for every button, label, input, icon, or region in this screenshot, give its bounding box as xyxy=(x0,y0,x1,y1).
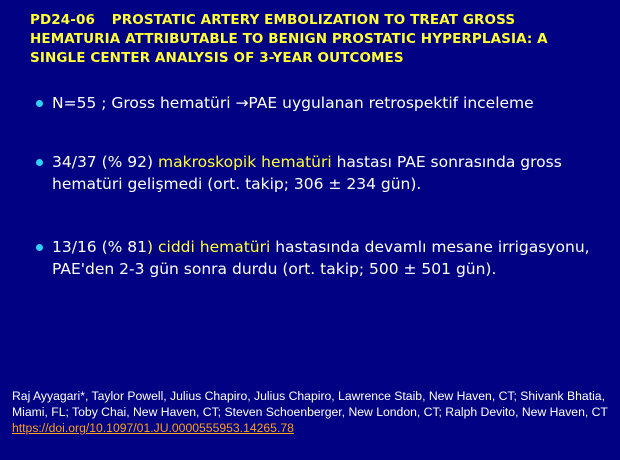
author-list: Raj Ayyagari*, Taylor Powell, Julius Chapiro, Julius Chapiro, Lawrence Staib, New Haven, CT; Shivank Bhatia, Miami, FL; Toby Chai, New Haven, CT; Steven Schoenberger, New London, CT; Ralph Devito, New Haven, CT xyxy=(12,389,608,419)
doi-link[interactable]: https://doi.org/10.1097/01.JU.0000555953.14265.78 xyxy=(12,421,294,435)
bullet-highlight: makroskopik hematüri xyxy=(158,153,332,171)
bullet-text xyxy=(52,236,596,280)
bullet-text-pre: 13/16 (% 81 xyxy=(52,238,148,256)
bullet-item-macroscopic xyxy=(36,151,596,195)
abstract-title-text: PROSTATIC ARTERY EMBOLIZATION TO TREAT GROSS HEMATURIA ATTRIBUTABLE TO BENIGN PROSTATIC HYPERPLASIA: A SINGLE CENTER ANALYSIS OF 3-YEAR OUTCOMES xyxy=(30,12,548,66)
bullet-dot-icon xyxy=(36,244,43,251)
bullet-item-severe xyxy=(36,236,596,280)
bullet-text xyxy=(52,151,596,195)
bullet-text-post: hastasında devamlı mesane irrigasyonu, PAE'den 2-3 gün sonra durdu (ort. takip; 500 ± 501 gün). xyxy=(52,238,590,278)
bullet-dot-icon xyxy=(36,159,43,166)
bullet-item-cohort xyxy=(36,92,596,114)
author-citation xyxy=(12,388,612,436)
bullet-text: N=55 ; Gross hematüri →PAE uygulanan retrospektif inceleme xyxy=(52,94,534,112)
bullet-highlight: ) ciddi hematüri xyxy=(147,238,271,256)
abstract-code: PD24-06 xyxy=(30,12,95,28)
slide-title xyxy=(30,11,600,68)
bullet-text-pre: 34/37 (% 92) xyxy=(52,153,158,171)
bullet-dot-icon xyxy=(36,100,43,107)
bullet-text-post: hastası PAE sonrasında gross hematüri gelişmedi (ort. takip; 306 ± 234 gün). xyxy=(52,153,562,193)
